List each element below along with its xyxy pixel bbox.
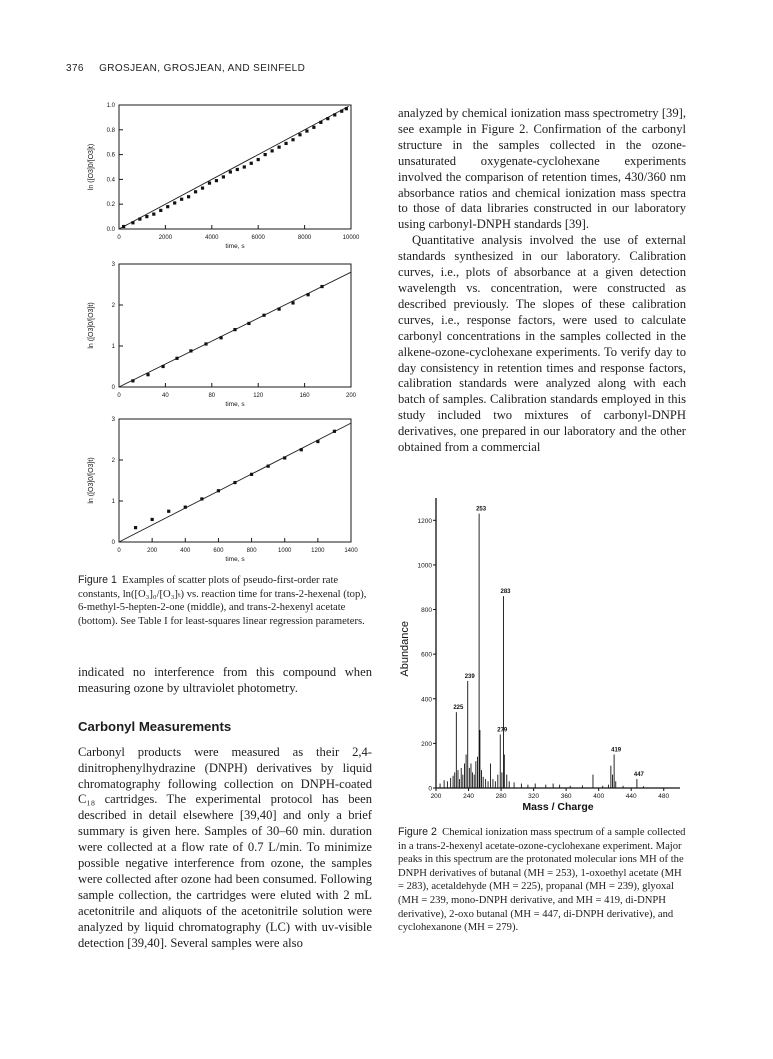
fig1-caption-text: Examples of scatter plots of pseudo-first-order rate constants, ln([O₃]₀/[O₃]ₜ) vs. reaction time for trans-2-hexenal (top), 6-methyl-5-hepten-2-one (middle), and trans-2-hexenyl acetate (bottom). See Table I for least-squares linear regression parameters. [78,575,367,627]
data-point [320,285,323,288]
x-tick-label: 120 [253,393,264,399]
y-tick-label: 2 [111,303,115,309]
fig2-caption-label: Figure 2 [398,826,437,838]
fig1-middle-chart [75,259,375,414]
data-point [271,149,274,152]
peak-label: 239 [464,673,475,680]
x-tick-label: 1000 [278,548,292,554]
x-tick-label: 200 [147,548,158,554]
data-point [333,113,336,116]
data-point [233,481,236,484]
data-point [166,205,169,208]
data-point [122,225,125,228]
y-tick-label: 400 [421,696,432,704]
data-point [306,293,309,296]
data-point [180,198,183,201]
x-axis-label: time, s [225,556,245,563]
y-tick-label: 1.0 [106,103,115,109]
data-point [247,322,250,325]
y-tick-label: 1 [111,344,115,350]
data-point [131,379,134,382]
heading-carbonyl-measurements: Carbonyl Measurements [78,718,232,734]
y-tick-label: 0 [428,785,432,793]
x-axis-label: time, s [225,243,245,250]
peak-label: 279 [497,727,508,734]
fig2-caption [398,826,688,935]
x-tick-label: 200 [345,393,357,399]
x-tick-label: 400 [593,793,605,800]
x-tick-label: 600 [213,548,224,554]
y-tick-label: 0 [111,540,115,546]
data-point [194,190,197,193]
data-point [134,526,137,529]
y-tick-label: 1000 [417,562,432,570]
data-point [243,165,246,168]
data-point [189,349,192,352]
data-point [277,308,280,311]
data-point [264,153,267,156]
data-point [257,158,260,161]
data-point [345,107,348,110]
data-point [217,489,220,492]
data-point [250,162,253,165]
fit-line [119,106,349,229]
x-tick-label: 0 [117,235,121,241]
data-point [187,195,190,198]
data-point [267,465,270,468]
x-axis-label: Mass / Charge [522,801,594,813]
x-tick-label: 240 [463,793,474,800]
data-point [277,146,280,149]
x-tick-label: 1400 [344,548,358,554]
plot-frame [119,419,351,542]
data-point [222,175,225,178]
data-point [291,301,294,304]
x-tick-label: 200 [430,793,442,800]
paragraph-carbonyl: Carbonyl products were measured as their 2,4-dinitrophenylhydrazine (DNPH) derivatives by liquid chromatography following collection on DNPH-coated C₁₈ cartridges. The experimental protocol has been described in detail elsewhere [39,40] and only a brief summary is given here. Samples of 30–60 min. duration were collected at a flow rate of 0.7 L/min. To minimize possible negative interference from ozone, the samples were collected after ozone had been consumed. Following sample collection, the cartridges were eluted with 2 mL acetonitrile and aliquots of the acetonitrile solution were analyzed by liquid chromatography (LC) with uv-visible detection [39,40]. Several samples were also [78,744,372,950]
data-point [298,133,301,136]
x-tick-label: 1200 [311,548,325,554]
left-column-text [78,665,372,952]
page-number: 376 [66,63,84,74]
y-tick-label: 0.6 [106,152,115,159]
y-tick-label: 2 [111,458,115,464]
data-point [146,373,149,376]
x-tick-label: 10000 [342,235,360,241]
peak-label: 253 [476,506,487,513]
data-point [233,328,236,331]
data-point [312,126,315,129]
paragraph-mass-spec: analyzed by chemical ionization mass spectrometry [39], see example in Figure 2. Confirmation of the carbonyl structure in the samples collected in the ozone-unsaturated oxygenate-cyclohexane experiments involved the comparison of retention times, 430/360 nm absorbance ratios and chemical ionization mass spectra to those of data libraries constructed in our laboratory using carbonyl-DNPH standards [39]. [398,106,686,232]
data-point [208,182,211,185]
x-tick-label: 40 [162,393,169,399]
data-point [300,448,303,451]
y-tick-label: 3 [111,417,115,423]
x-tick-label: 8000 [297,235,312,241]
x-tick-label: 6000 [251,235,265,241]
data-point [161,365,164,368]
fig1-caption [78,574,372,628]
running-authors: GROSJEAN, GROSJEAN, AND SEINFELD [99,63,306,74]
fig1-top-chart [75,97,375,259]
data-point [229,170,232,173]
data-point [326,117,329,120]
peak-label: 447 [633,772,644,779]
data-point [291,138,294,141]
paragraph-quantitative: Quantitative analysis involved the use of external standards synthesized in our laboratory. Calibration curves, i.e., plots of absorbance at a given detection wavelength vs. concentration, were constructed as described previously. The slopes of these calibration curves, i.e., response factors, were used to calculate carbonyl concentrations in the samples collected in the alkene-ozone-cyclohexane experiments. To verify day to day consistency in retention times and response factors, calibration standards were analyzed along with each batch of samples. Calibration standards employed in this study included two mixtures of carbonyl-DNPH derivatives, one prepared in our laboratory and the other obtained from a commercial [398,233,686,455]
y-tick-label: 800 [421,607,432,615]
data-point [200,497,203,500]
right-column-text [398,106,686,456]
data-point [131,221,134,224]
peak-label: 419 [611,747,622,754]
data-point [159,209,162,212]
y-axis-label: ln ([O3]0/[O3]t) [88,143,95,191]
y-tick-label: 200 [421,740,432,748]
data-point [262,314,265,317]
data-point [236,168,239,171]
x-tick-label: 440 [625,793,637,800]
data-point [333,430,336,433]
data-point [138,217,141,220]
x-tick-label: 280 [495,793,507,800]
y-tick-label: 1 [111,499,115,505]
data-point [175,357,178,360]
data-point [215,179,218,182]
data-point [250,473,253,476]
data-point [145,215,148,218]
peak-label: 283 [500,589,511,596]
fig2-mass-spectrum [394,490,694,822]
x-tick-label: 360 [560,793,572,800]
data-point [184,506,187,509]
x-axis-label: time, s [225,401,245,408]
x-tick-label: 400 [180,548,191,554]
x-tick-label: 800 [246,548,257,554]
data-point [316,440,319,443]
paragraph-interference: indicated no interference from this compound when measuring ozone by ultraviolet photometry. [78,665,372,695]
data-point [305,129,308,132]
data-point [204,342,207,345]
data-point [284,142,287,145]
y-tick-label: 0.8 [106,127,115,134]
x-tick-label: 480 [658,793,670,800]
data-point [283,456,286,459]
running-head [66,63,317,74]
y-tick-label: 0.2 [106,202,115,209]
data-point [167,510,170,513]
y-tick-label: 600 [421,651,432,659]
peak-label: 225 [453,705,464,712]
y-tick-label: 0 [111,385,115,391]
x-tick-label: 0 [117,393,121,399]
data-point [340,110,343,113]
y-tick-label: 1200 [417,517,432,525]
data-point [219,336,222,339]
data-point [151,518,154,521]
plot-frame [119,264,351,387]
x-tick-label: 2000 [158,235,173,241]
fig1-bottom-chart [75,414,375,569]
y-axis-label: ln ([O3]0/[O3]t) [88,457,95,504]
y-axis-label: Abundance [399,620,411,677]
data-point [152,213,155,216]
x-tick-label: 80 [208,393,216,399]
x-tick-label: 4000 [205,235,219,241]
x-tick-label: 160 [299,393,310,399]
fig1-caption-label: Figure 1 [78,574,117,586]
data-point [201,186,204,189]
data-point [319,121,322,124]
y-tick-label: 0.4 [106,177,115,184]
y-axis-label: ln ([O3]0/[O3]t) [88,302,95,349]
x-tick-label: 320 [528,793,540,800]
y-tick-label: 0.0 [106,227,115,233]
x-tick-label: 0 [117,548,121,554]
data-point [173,201,176,204]
fig2-caption-text: Chemical ionization mass spectrum of a sample collected in a trans-2-hexenyl acetate-ozone-cyclohexane experiment. Major peaks in this spectrum are the protonated molecular ions MH of the DNPH derivatives of butanal (MH = 253), 1-oxoethyl acetate (MH = 283), acetaldehyde (MH = 225), propanal (MH = 239), glyoxal (MH = 239, mono-DNPH derivative, and MH = 419, di-DNPH derivative), 2-oxo butanal (MH = 447, di-DNPH derivative), and cyclohexanone (MH = 279). [398,827,686,934]
y-tick-label: 3 [111,262,115,268]
